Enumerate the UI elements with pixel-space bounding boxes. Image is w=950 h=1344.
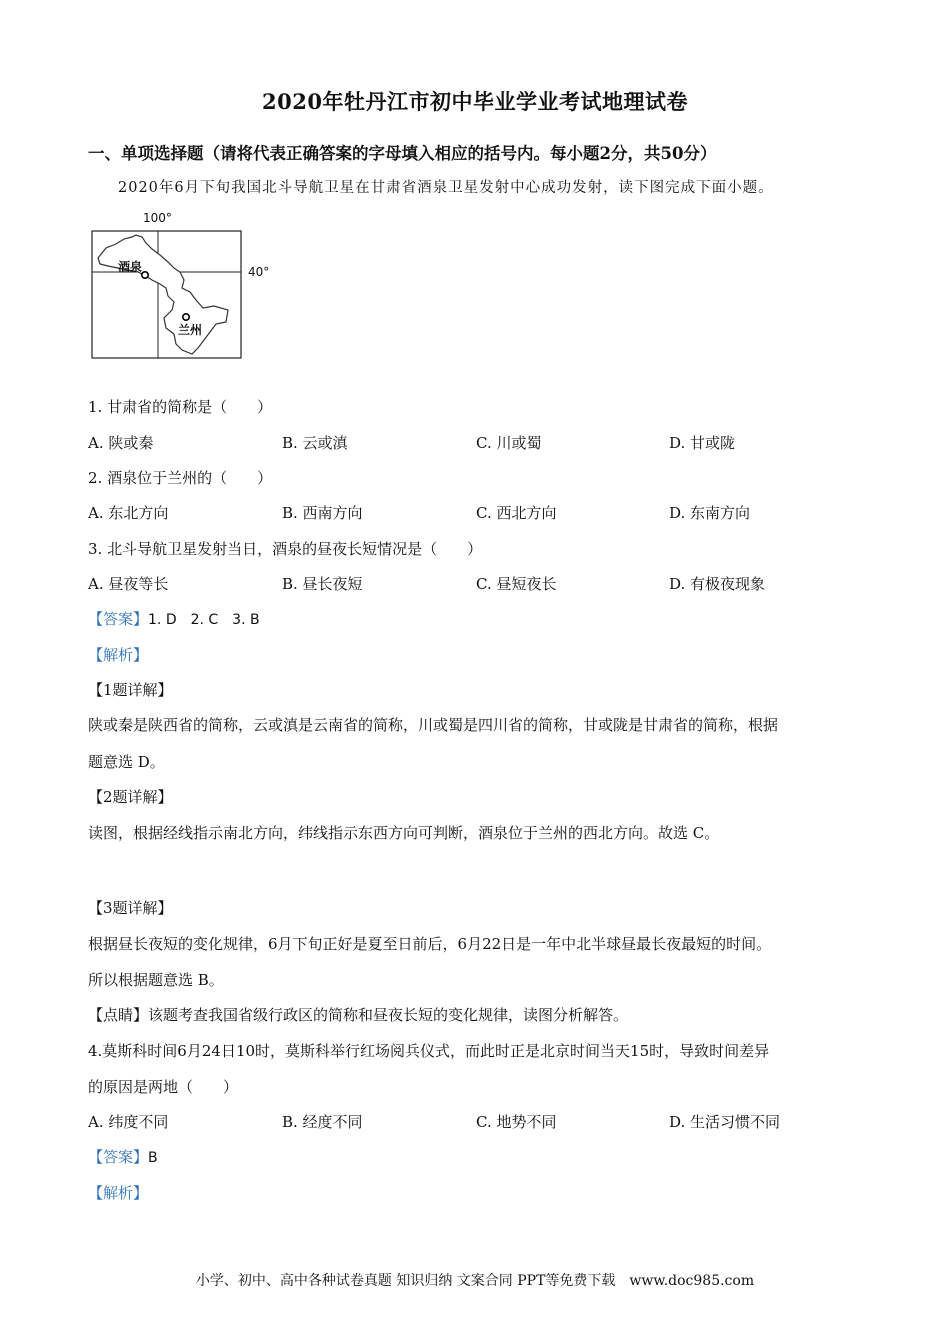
analysis-label: 【解析】 (88, 646, 149, 664)
answer-block-1 (88, 608, 260, 629)
detail-1-line-1: 陕或秦是陕西省的简称，云或滇是云南省的简称，川或蜀是四川省的简称，甘或陇是甘肃省的简称，根据 (88, 716, 779, 734)
jiuquan-label: 酒泉 (118, 260, 143, 274)
q4-option-b: B. 经度不同 (282, 1113, 363, 1131)
answer-4-text: B (148, 1150, 158, 1166)
q2-option-a: A. 东北方向 (88, 504, 169, 522)
tip-block (88, 1004, 628, 1025)
detail-3-label: 【3题详解】 (88, 899, 173, 917)
analysis-2-label: 【解析】 (88, 1184, 149, 1202)
detail-1-label: 【1题详解】 (88, 681, 173, 699)
q2-option-d: D. 东南方向 (669, 504, 751, 522)
answer-label: 【答案】 (88, 610, 149, 628)
longitude-label: 100° (143, 211, 172, 225)
q3-option-d: D. 有极夜现象 (669, 575, 766, 593)
q4-option-d: D. 生活习惯不同 (669, 1113, 781, 1131)
jiuquan-dot (142, 272, 148, 278)
q1-option-d: D. 甘或陇 (669, 434, 736, 452)
detail-2-line-1: 读图，根据经线指示南北方向，纬线指示东西方向可判断，酒泉位于兰州的西北方向。故选 C。 (88, 824, 720, 842)
q2-option-b: B. 西南方向 (282, 504, 363, 522)
gansu-map (88, 210, 278, 362)
question-4-line-1: 4.莫斯科时间6月24日10时，莫斯科举行红场阅兵仪式，而此时正是北京时间当天15时，导致时间差异 (88, 1042, 770, 1060)
tip-text: 该题考查我国省级行政区的简称和昼夜长短的变化规律，读图分析解答。 (148, 1006, 629, 1024)
tip-label: 【点睛】 (88, 1006, 149, 1024)
latitude-label: 40° (248, 265, 270, 279)
q3-option-c: C. 昼短夜长 (476, 575, 557, 593)
lanzhou-dot (183, 314, 189, 320)
q4-option-a: A. 纬度不同 (88, 1113, 169, 1131)
answer-text: 1. D 2. C 3. B (148, 612, 260, 628)
lanzhou-label: 兰州 (178, 323, 203, 337)
q4-option-c: C. 地势不同 (476, 1113, 557, 1131)
detail-1-line-2: 题意选 D。 (88, 753, 165, 771)
section-heading: 一、单项选择题（请将代表正确答案的字母填入相应的括号内。每小题2分，共50分） (88, 144, 717, 163)
answer-block-4 (88, 1146, 158, 1167)
question-4-line-2: 的原因是两地（ ） (88, 1078, 239, 1096)
q3-option-a: A. 昼夜等长 (88, 575, 169, 593)
question-1: 1. 甘肃省的简称是（ ） (88, 398, 273, 416)
page-footer: 小学、初中、高中各种试卷真题 知识归纳 文案合同 PPT等免费下载 www.doc985.com (195, 1273, 755, 1289)
q2-option-c: C. 西北方向 (476, 504, 557, 522)
q1-option-b: B. 云或滇 (282, 434, 348, 452)
question-2: 2. 酒泉位于兰州的（ ） (88, 469, 273, 487)
intro-text: 2020年6月下旬我国北斗导航卫星在甘肃省酒泉卫星发射中心成功发射，读下图完成下面小题。 (118, 180, 774, 196)
q3-option-b: B. 昼长夜短 (282, 575, 363, 593)
question-3: 3. 北斗导航卫星发射当日，酒泉的昼夜长短情况是（ ） (88, 540, 483, 558)
detail-2-label: 【2题详解】 (88, 788, 173, 806)
detail-3-line-1: 根据昼长夜短的变化规律，6月下旬正好是夏至日前后，6月22日是一年中北半球昼最长夜最短的时间。 (88, 935, 772, 953)
q1-option-a: A. 陕或秦 (88, 434, 154, 452)
detail-3-line-2: 所以根据题意选 B。 (88, 971, 224, 989)
answer-4-label: 【答案】 (88, 1148, 149, 1166)
q1-option-c: C. 川或蜀 (476, 434, 542, 452)
page-title: 2020年牡丹江市初中毕业学业考试地理试卷 (262, 89, 688, 114)
gansu-outline (98, 235, 228, 354)
